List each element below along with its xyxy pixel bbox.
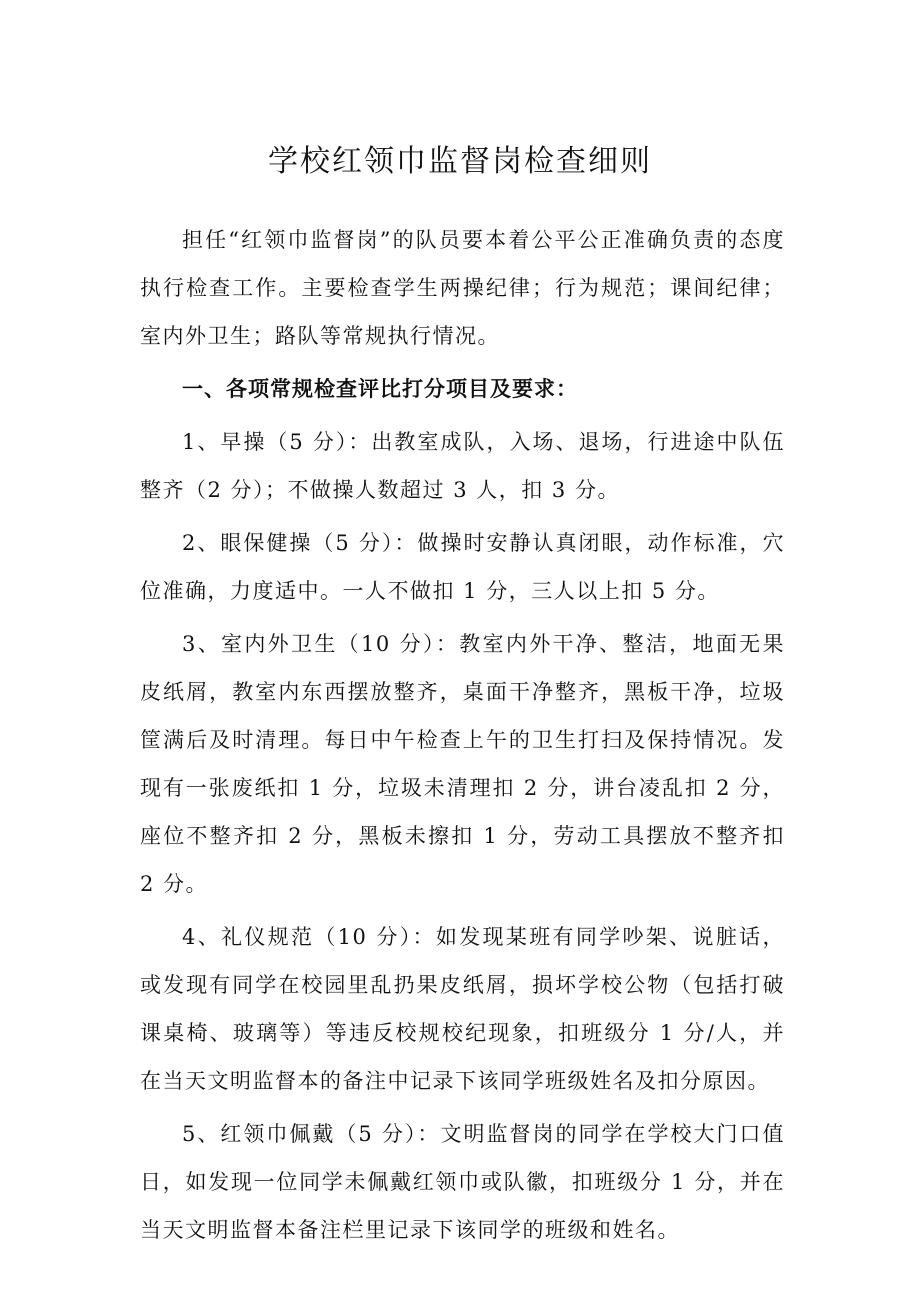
rule-item-morning-exercise: 1、早操（5 分）：出教室成队，入场、退场，行进途中队伍整齐（2 分）；不做操人数超过 3 人，扣 3 分。 — [140, 430, 785, 502]
document-title: 学校红领巾监督岗检查细则 — [268, 144, 652, 179]
rule-item-eye-exercise: 2、眼保健操（5 分）：做操时安静认真闭眼，动作标准，穴位准确，力度适中。一人不做扣 1 分，三人以上扣 5 分。 — [140, 531, 785, 603]
section-heading: 一、各项常规检查评比打分项目及要求： — [182, 377, 578, 401]
document-body — [140, 216, 785, 1259]
rule-item-red-scarf: 5、红领巾佩戴（5 分）：文明监督岗的同学在学校大门口值日，如发现一位同学未佩戴红领巾或队徽，扣班级分 1 分，并在当天文明监督本备注栏里记录下该同学的班级和姓名。 — [140, 1122, 785, 1242]
rule-item-hygiene: 3、室内外卫生（10 分）：教室内外干净、整洁，地面无果皮纸屑，教室内东西摆放整齐，桌面干净整齐，黑板干净，垃圾筐满后及时清理。每日中午检查上午的卫生打扫及保持情况。发现有一张废纸扣 1 分，垃圾未清理扣 2 分，讲台凌乱扣 2 分，座位不整齐扣 2 分，黑板未擦扣 1 分，劳动工具摆放不整齐扣 2 分。 — [140, 632, 785, 896]
rule-item-etiquette: 4、礼仪规范（10 分）：如发现某班有同学吵架、说脏话，或发现有同学在校园里乱扔果皮纸屑，损坏学校公物（包括打破课桌椅、玻璃等）等违反校规校纪现象，扣班级分 1 分/人，并在当天文明监督本的备注中记录下该同学班级姓名及扣分原因。 — [140, 925, 785, 1093]
intro-paragraph: 担任“红领巾监督岗”的队员要本着公平公正准确负责的态度执行检查工作。主要检查学生两操纪律；行为规范；课间纪律；室内外卫生；路队等常规执行情况。 — [140, 228, 785, 348]
